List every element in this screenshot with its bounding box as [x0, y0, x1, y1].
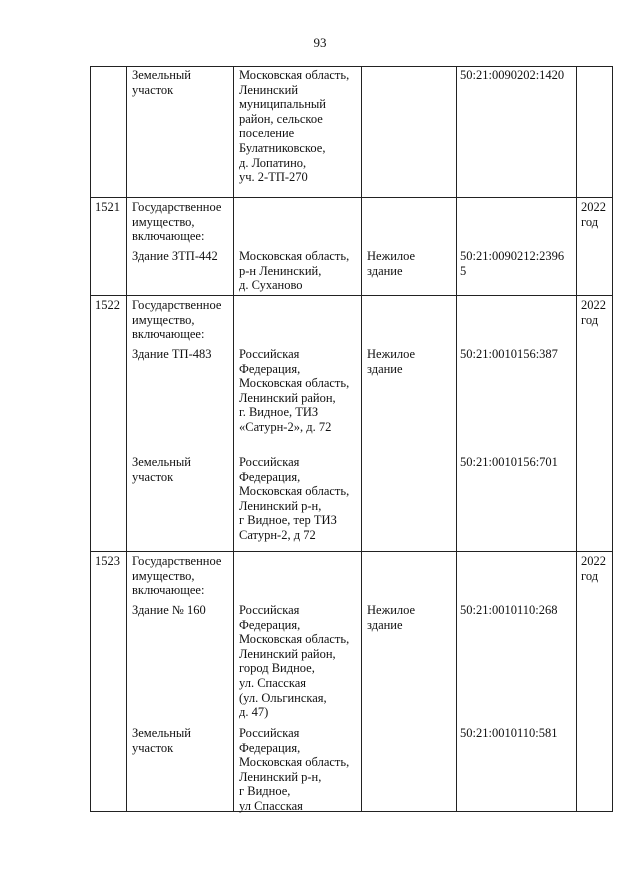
object-name: Земельный участок	[132, 726, 191, 755]
column-divider	[126, 66, 127, 812]
year: 2022 год	[581, 298, 606, 327]
object-address: Российская Федерация, Московская область, Ленинский район, город Видное, ул. Спасская (ул. Ольгинская, д. 47)	[239, 603, 350, 720]
cadastral-number: 50:21:0010110:581	[460, 726, 558, 740]
object-name: Здание ТП-483	[132, 347, 212, 361]
object-name: Здание ЗТП-442	[132, 249, 218, 263]
object-address: Российская Федерация, Московская область, Ленинский р-н, г Видное, тер ТИЗ Сатурн-2, д 72	[239, 455, 350, 542]
column-divider	[233, 66, 234, 812]
group-header: Государственное имущество, включающее:	[132, 554, 222, 598]
row-divider	[90, 551, 613, 552]
year: 2022 год	[581, 200, 606, 229]
column-divider	[90, 66, 91, 812]
row-divider	[90, 295, 613, 296]
year: 2022 год	[581, 554, 606, 583]
page-number: 93	[313, 35, 327, 50]
column-divider	[576, 66, 577, 812]
cadastral-number: 50:21:0090202:1420	[460, 68, 565, 82]
cadastral-number: 50:21:0010110:268	[460, 603, 558, 617]
column-divider	[612, 66, 613, 812]
object-address: Российская Федерация, Московская область, Ленинский район, г. Видное, ТИЗ «Сатурн-2», д. 72	[239, 347, 350, 434]
object-type: Нежилое здание	[367, 603, 416, 632]
row-number: 1521	[95, 200, 120, 214]
object-address: Московская область, р-н Ленинский, д. Суханово	[239, 249, 350, 293]
row-number: 1523	[95, 554, 120, 568]
column-divider	[361, 66, 362, 812]
row-divider	[90, 197, 613, 198]
object-name: Земельный участок	[132, 455, 191, 484]
cadastral-number: 50:21:0010156:701	[460, 455, 558, 469]
object-name: Земельный участок	[132, 68, 191, 97]
column-divider	[456, 66, 457, 812]
object-type: Нежилое здание	[367, 249, 416, 278]
group-header: Государственное имущество, включающее:	[132, 298, 222, 342]
cadastral-number: 50:21:0090212:2396 5	[460, 249, 565, 278]
table-border-bottom	[90, 811, 613, 812]
row-number: 1522	[95, 298, 120, 312]
cadastral-number: 50:21:0010156:387	[460, 347, 558, 361]
object-address: Московская область, Ленинский муниципальный район, сельское поселение Булатниковское, д. Лопатино, уч. 2-ТП-270	[239, 68, 350, 185]
object-type: Нежилое здание	[367, 347, 416, 376]
object-address: Российская Федерация, Московская область, Ленинский р-н, г Видное, ул Спасская	[239, 726, 350, 813]
property-table	[90, 66, 613, 812]
object-name: Здание № 160	[132, 603, 206, 617]
table-border-top	[90, 66, 613, 67]
group-header: Государственное имущество, включающее:	[132, 200, 222, 244]
